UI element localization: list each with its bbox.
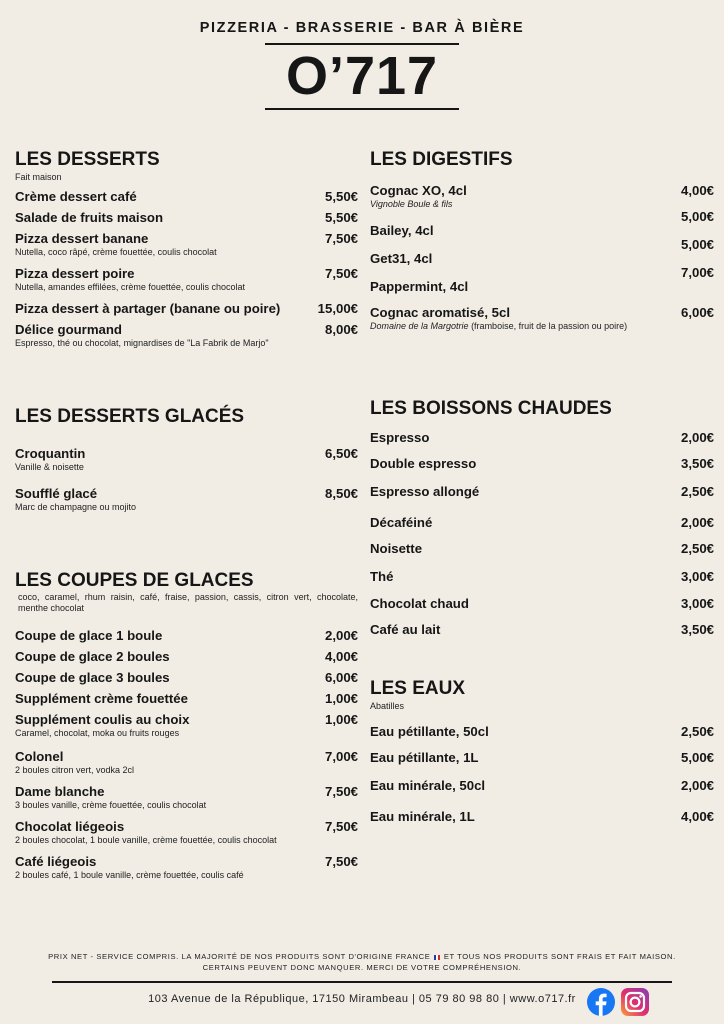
item-name: Espresso [370, 430, 430, 445]
item-description: Espresso, thé ou chocolat, mignardises de "La Fabrik de Marjo" [15, 338, 269, 348]
menu-item [370, 724, 714, 740]
item-name: Eau minérale, 1L [370, 809, 475, 824]
section-digestifs [370, 149, 714, 171]
section-title: LES EAUX [370, 678, 466, 699]
menu-item [15, 691, 358, 707]
item-name: Pizza dessert poire [15, 266, 135, 281]
item-price: 7,50€ [324, 231, 358, 246]
menu-item [15, 819, 358, 846]
restaurant-logo: O’717 [285, 46, 439, 106]
menu-item [15, 854, 358, 881]
item-price: 5,00€ [680, 750, 714, 765]
menu-item [370, 809, 714, 825]
item-description: (framboise, fruit de la passion ou poire) [468, 321, 628, 331]
footer-rule [52, 981, 672, 983]
item-price: 1,00€ [324, 712, 358, 727]
france-flag-icon [434, 955, 440, 960]
item-price: 4,00€ [324, 649, 358, 664]
footer-contact: 103 Avenue de la République, 17150 Mirambeau | 05 79 80 98 80 | www.o717.fr [148, 993, 576, 1005]
flavors-list: coco, caramel, rhum raisin, café, fraise, passion, cassis, citron vert, chocolate, menthe chocolat [18, 592, 358, 613]
item-price: 15,00€ [317, 301, 358, 316]
disclaimer-part-3: CERTAINS PEUVENT DONC MANQUER. MERCI DE VOTRE COMPRÉHENSION. [202, 963, 522, 972]
menu-item [15, 628, 358, 644]
item-price: 3,00€ [680, 569, 714, 584]
menu-item [370, 237, 714, 267]
menu-item [15, 649, 358, 665]
section-title: LES BOISSONS CHAUDES [370, 398, 612, 419]
item-price: 5,00€ [680, 237, 714, 252]
menu-item [370, 305, 714, 332]
left-column [15, 0, 358, 940]
item-price: 2,50€ [680, 541, 714, 556]
right-column [370, 0, 714, 940]
item-name: Café liégeois [15, 854, 97, 869]
menu-item [15, 231, 358, 258]
item-price: 2,00€ [680, 515, 714, 530]
item-name: Chocolat liégeois [15, 819, 125, 834]
menu-item [15, 301, 358, 317]
item-name: Noisette [370, 541, 423, 556]
item-description: 2 boules chocolat, 1 boule vanille, crème fouettée, coulis chocolat [15, 835, 277, 845]
item-name: Thé [370, 569, 394, 584]
item-name: Coupe de glace 2 boules [15, 649, 170, 664]
menu-item [370, 622, 714, 638]
menu-item [370, 778, 714, 794]
item-name: Coupe de glace 1 boule [15, 628, 163, 643]
section-title: LES DESSERTS [15, 149, 160, 170]
item-price: 7,50€ [324, 819, 358, 834]
menu-item [370, 183, 714, 210]
item-description: Nutella, amandes effilées, crème fouettée, coulis chocolat [15, 282, 245, 292]
item-price: 5,50€ [324, 189, 358, 204]
item-name: Double espresso [370, 456, 477, 471]
section-eaux [370, 678, 714, 712]
item-name: Get31, 4cl [370, 251, 433, 266]
section-subtitle: Abatilles [370, 701, 405, 711]
item-name: Décaféiné [370, 515, 433, 530]
menu-item [15, 749, 358, 776]
item-price: 4,00€ [680, 183, 714, 198]
item-price: 6,00€ [680, 305, 714, 320]
section-title: LES DESSERTS GLACÉS [15, 406, 245, 427]
section-title: LES DIGESTIFS [370, 149, 513, 170]
item-price: 3,50€ [680, 622, 714, 637]
item-price: 2,50€ [680, 484, 714, 499]
menu-item [15, 210, 358, 226]
menu-item [15, 322, 358, 349]
item-producer: Vignoble Boule & fils [370, 199, 453, 209]
disclaimer-part-2: ET TOUS NOS PRODUITS SONT FRAIS ET FAIT MAISON. [443, 952, 676, 961]
item-name: Bailey, 4cl [370, 223, 434, 238]
item-name: Soufflé glacé [15, 486, 98, 501]
section-desserts [15, 149, 358, 183]
footer-disclaimer [40, 951, 684, 973]
menu-item [370, 541, 714, 557]
section-boissons-chaudes [370, 398, 714, 420]
item-description: 2 boules café, 1 boule vanille, crème fouettée, coulis café [15, 870, 244, 880]
item-price: 6,00€ [324, 670, 358, 685]
item-name: Espresso allongé [370, 484, 480, 499]
menu-item [370, 456, 714, 472]
item-name: Café au lait [370, 622, 441, 637]
item-price: 4,00€ [680, 809, 714, 824]
item-name: Dame blanche [15, 784, 105, 799]
item-name: Délice gourmand [15, 322, 122, 337]
menu-item [370, 484, 714, 500]
menu-item [370, 430, 714, 446]
menu-item [370, 750, 714, 766]
item-price: 7,00€ [324, 749, 358, 764]
item-price: 6,50€ [324, 446, 358, 461]
menu-item [15, 712, 358, 739]
item-name: Eau pétillante, 1L [370, 750, 479, 765]
item-price: 7,50€ [324, 784, 358, 799]
item-name: Cognac aromatisé, 5cl [370, 305, 510, 320]
menu-item [370, 265, 714, 295]
item-price: 5,00€ [680, 209, 714, 224]
item-description: Vanille & noisette [15, 462, 84, 472]
item-name: Eau minérale, 50cl [370, 778, 486, 793]
menu-item [370, 596, 714, 612]
item-name: Cognac XO, 4cl [370, 183, 467, 198]
item-price: 7,50€ [324, 854, 358, 869]
item-name: Colonel [15, 749, 64, 764]
item-price: 3,00€ [680, 596, 714, 611]
menu-item [15, 784, 358, 811]
menu-item [15, 446, 358, 473]
item-description: 3 boules vanille, crème fouettée, coulis chocolat [15, 800, 207, 810]
item-price: 8,50€ [324, 486, 358, 501]
item-description: Caramel, chocolat, moka ou fruits rouges [15, 728, 180, 738]
item-name: Coupe de glace 3 boules [15, 670, 170, 685]
item-price: 1,00€ [324, 691, 358, 706]
item-name: Crème dessert café [15, 189, 137, 204]
section-subtitle: Fait maison [15, 172, 62, 182]
item-price: 2,00€ [680, 430, 714, 445]
item-name: Croquantin [15, 446, 86, 461]
item-price: 7,00€ [680, 265, 714, 280]
item-name: Chocolat chaud [370, 596, 469, 611]
item-name: Pizza dessert banane [15, 231, 149, 246]
facebook-icon[interactable] [587, 988, 615, 1016]
item-name: Pizza dessert à partager (banane ou poire) [15, 301, 281, 316]
menu-item [15, 670, 358, 686]
item-name: Eau pétillante, 50cl [370, 724, 489, 739]
menu-item [15, 189, 358, 205]
item-name: Supplément crème fouettée [15, 691, 188, 706]
item-name: Supplément coulis au choix [15, 712, 190, 727]
menu-item [15, 266, 358, 293]
section-title: LES COUPES DE GLACES [15, 570, 254, 591]
menu-item [15, 486, 358, 513]
section-coupes-glaces [15, 570, 358, 614]
item-name: Pappermint, 4cl [370, 279, 469, 294]
item-price: 8,00€ [324, 322, 358, 337]
menu-item [370, 515, 714, 531]
item-price: 2,00€ [324, 628, 358, 643]
item-price: 3,50€ [680, 456, 714, 471]
section-desserts-glaces [15, 406, 358, 428]
item-price: 5,50€ [324, 210, 358, 225]
item-price: 7,50€ [324, 266, 358, 281]
item-description: 2 boules citron vert, vodka 2cl [15, 765, 135, 775]
item-producer: Domaine de la Margotrie [370, 321, 469, 331]
menu-item [370, 209, 714, 239]
item-description: Nutella, coco râpé, crème fouettée, coulis chocolat [15, 247, 217, 257]
menu-item [370, 569, 714, 585]
restaurant-tagline: PIZZERIA - BRASSERIE - BAR À BIÈRE [199, 20, 525, 36]
item-description: Marc de champagne ou mojito [15, 502, 137, 512]
item-price: 2,50€ [680, 724, 714, 739]
instagram-icon[interactable] [620, 988, 650, 1016]
disclaimer-part-1: PRIX NET - SERVICE COMPRIS. LA MAJORITÉ DE NOS PRODUITS SONT D'ORIGINE FRANCE [48, 952, 431, 961]
item-price: 2,00€ [680, 778, 714, 793]
item-name: Salade de fruits maison [15, 210, 164, 225]
